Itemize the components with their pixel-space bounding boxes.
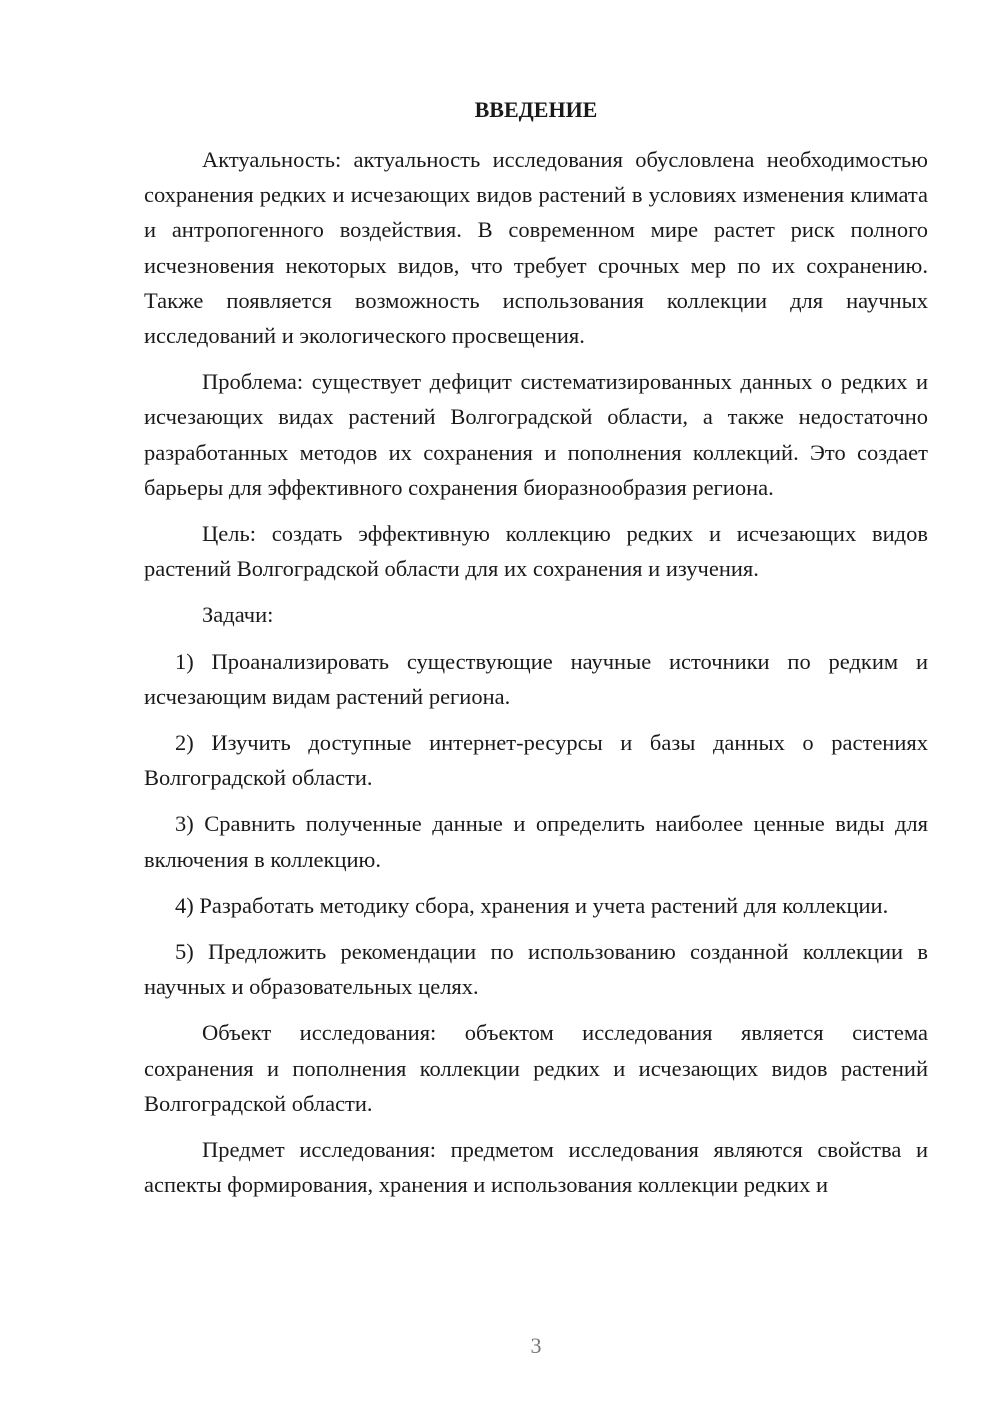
- tasks-heading: Задачи:: [202, 602, 274, 628]
- page-number: 3: [530, 1333, 542, 1358]
- section-title: ВВЕДЕНИЕ: [474, 97, 598, 122]
- paragraph-goal: Цель: создать эффективную коллекцию редких и исчезающих видов растений Волгоградской области для их сохранения и изучения.: [144, 521, 928, 582]
- paragraph-object: Объект исследования: объектом исследования является система сохранения и пополнения коллекции редких и исчезающих видов растений Волгоградской области.: [144, 1020, 928, 1116]
- paragraph-problem: Проблема: существует дефицит систематизированных данных о редких и исчезающих видах растений Волгоградской области, а также недостаточно разработанных методов их сохранения и пополнения коллекций. Это создает барьеры для эффективного сохранения биоразнообразия региона.: [144, 369, 928, 500]
- task-item-3: 3) Сравнить полученные данные и определить наиболее ценные виды для включения в коллекцию.: [144, 811, 928, 872]
- task-item-4: 4) Разработать методику сбора, хранения и учета растений для коллекции.: [175, 892, 889, 918]
- page-content: [144, 92, 928, 1202]
- task-item-5: 5) Предложить рекомендации по использованию созданной коллекции в научных и образовательных целях.: [144, 939, 928, 1000]
- task-item-2: 2) Изучить доступные интернет-ресурсы и базы данных о растениях Волгоградской области.: [144, 730, 928, 791]
- paragraph-subject: Предмет исследования: предметом исследования являются свойства и аспекты формирования, хранения и использования коллекции редких и: [144, 1137, 928, 1198]
- paragraph-relevance: Актуальность: актуальность исследования обусловлена необходимостью сохранения редких и исчезающих видов растений в условиях изменения климата и антропогенного воздействия. В современном мире растет риск полного исчезновения некоторых видов, что требует срочных мер по их сохранению. Также появляется возможность использования коллекции для научных исследований и экологического просвещения.: [144, 147, 928, 349]
- task-item-1: 1) Проанализировать существующие научные источники по редким и исчезающим видам растений региона.: [144, 648, 928, 709]
